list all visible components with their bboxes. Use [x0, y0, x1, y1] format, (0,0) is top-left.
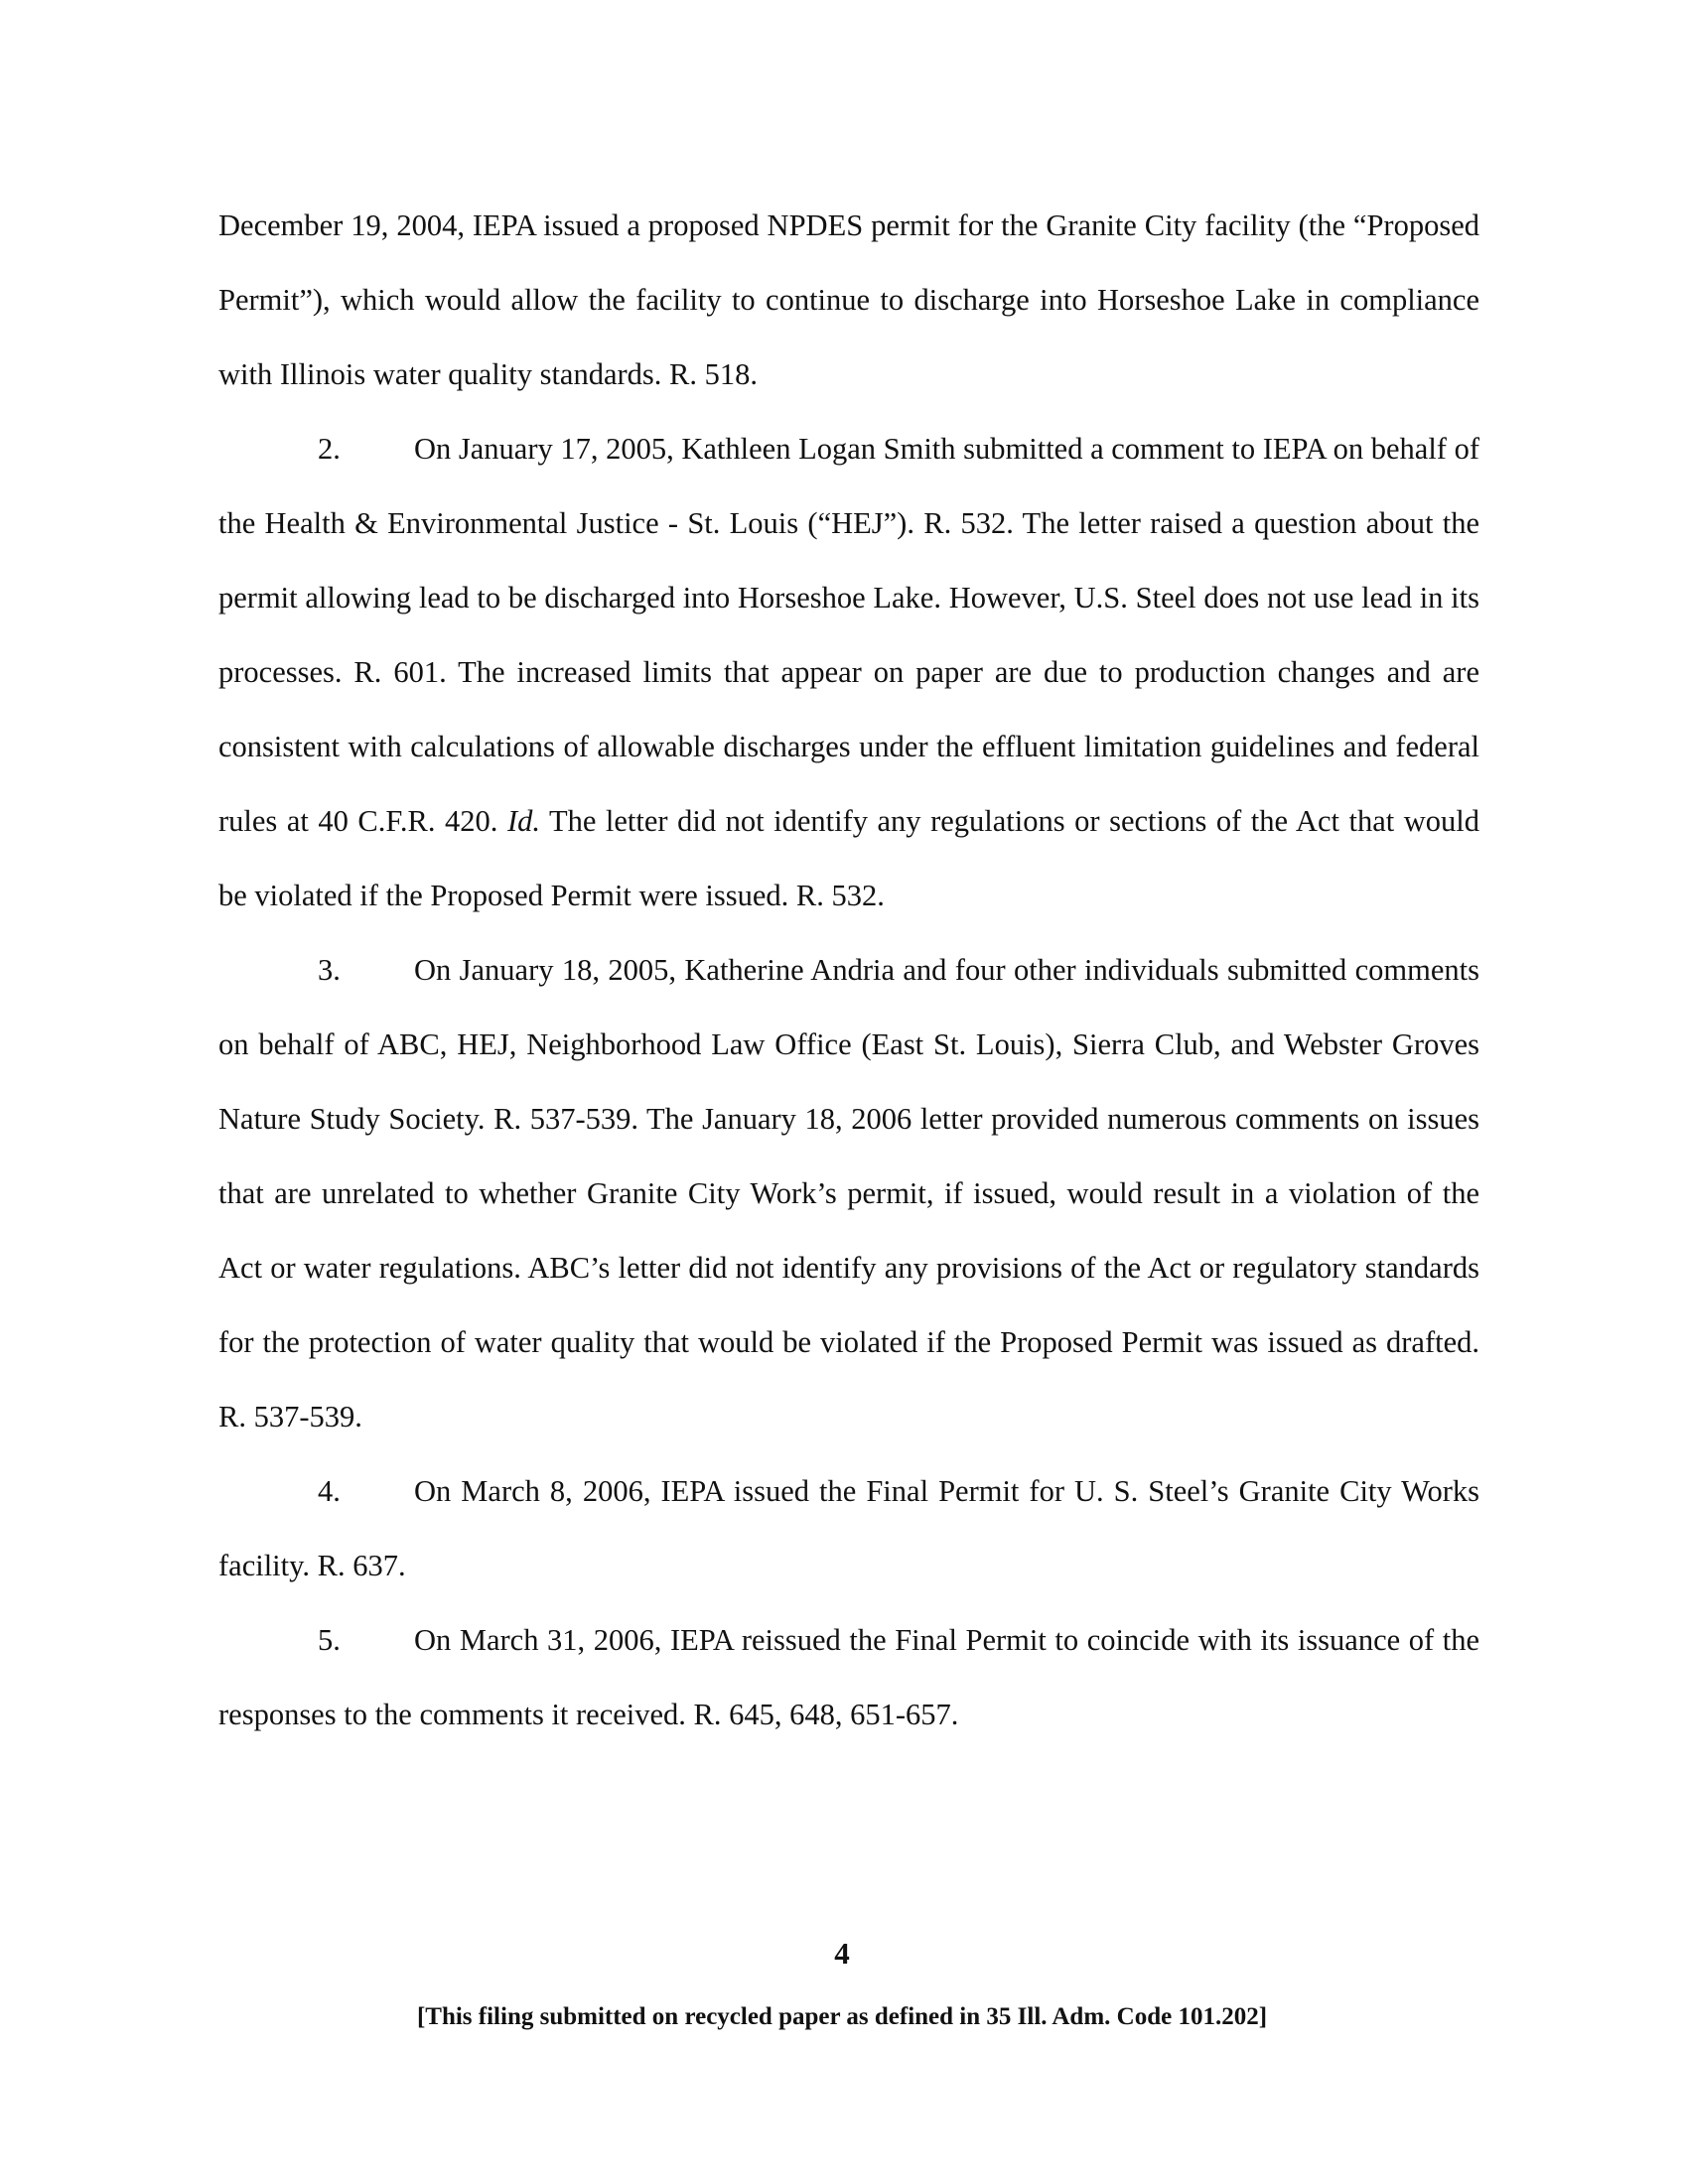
paragraph-number: 4. — [318, 1474, 341, 1508]
paragraph-text: On January 18, 2005, Katherine Andria and four other individuals submitted comments on behalf of ABC, HEJ, Neighborhood Law Office (East St. Louis), Sierra Club, and Webster Groves Nature Study Society. R. 537-539. The January 18, 2006 letter provided numerous comments on issues that are unrelated to whether Granite City Work’s permit, if issued, would result in a violation of the Act or water regulations. ABC’s letter did not identify any provisions of the Act or regulatory standards for the protection of water quality that would be violated if the Proposed Permit was issued as drafted. R. 537-539. — [218, 953, 1479, 1433]
paragraph-text: On January 17, 2005, Kathleen Logan Smith submitted a comment to IEPA on behalf of the Health & Environmental Justice - St. Louis (“HEJ”). R. 532. The letter raised a question about the permit allowing lead to be discharged into Horseshoe Lake. However, U.S. Steel does not use lead in its processes. R. 601. The increased limits that appear on paper are due to production changes and are consistent with calculations of allowable discharges under the effluent limitation guidelines and federal rules at 40 C.F.R. 420. — [218, 432, 1479, 838]
paragraph-text: On March 8, 2006, IEPA issued the Final Permit for U. S. Steel’s Granite City Works facility. R. 637. — [218, 1474, 1479, 1582]
paragraph-continuation — [218, 189, 1479, 412]
paragraph-2 — [218, 412, 1479, 933]
paragraph-number: 3. — [318, 953, 341, 987]
paragraph-text: The letter did not identify any regulations or sections of the Act that would be violated if the Proposed Permit were issued. R. 532. — [218, 804, 1480, 912]
paragraph-text: December 19, 2004, IEPA issued a proposed NPDES permit for the Granite City facility (the “Proposed Permit”), which would allow the facility to continue to discharge into Horseshoe Lake in compliance with Illinois water quality standards. R. 518. — [218, 208, 1479, 391]
paragraph-number: 2. — [318, 432, 341, 466]
paragraph-text: On March 31, 2006, IEPA reissued the Final Permit to coincide with its issuance of the responses to the comments it received. R. 645, 648, 651-657. — [218, 1623, 1479, 1731]
document-body — [218, 189, 1479, 1752]
id-citation: Id. — [506, 804, 540, 838]
recycled-paper-footer: [This filing submitted on recycled paper as defined in 35 Ill. Adm. Code 101.202] — [416, 2003, 1268, 2030]
paragraph-4 — [218, 1454, 1479, 1603]
paragraph-5 — [218, 1603, 1479, 1752]
paragraph-3 — [218, 933, 1479, 1454]
page-number: 4 — [834, 1936, 850, 1971]
paragraph-number: 5. — [318, 1623, 341, 1657]
